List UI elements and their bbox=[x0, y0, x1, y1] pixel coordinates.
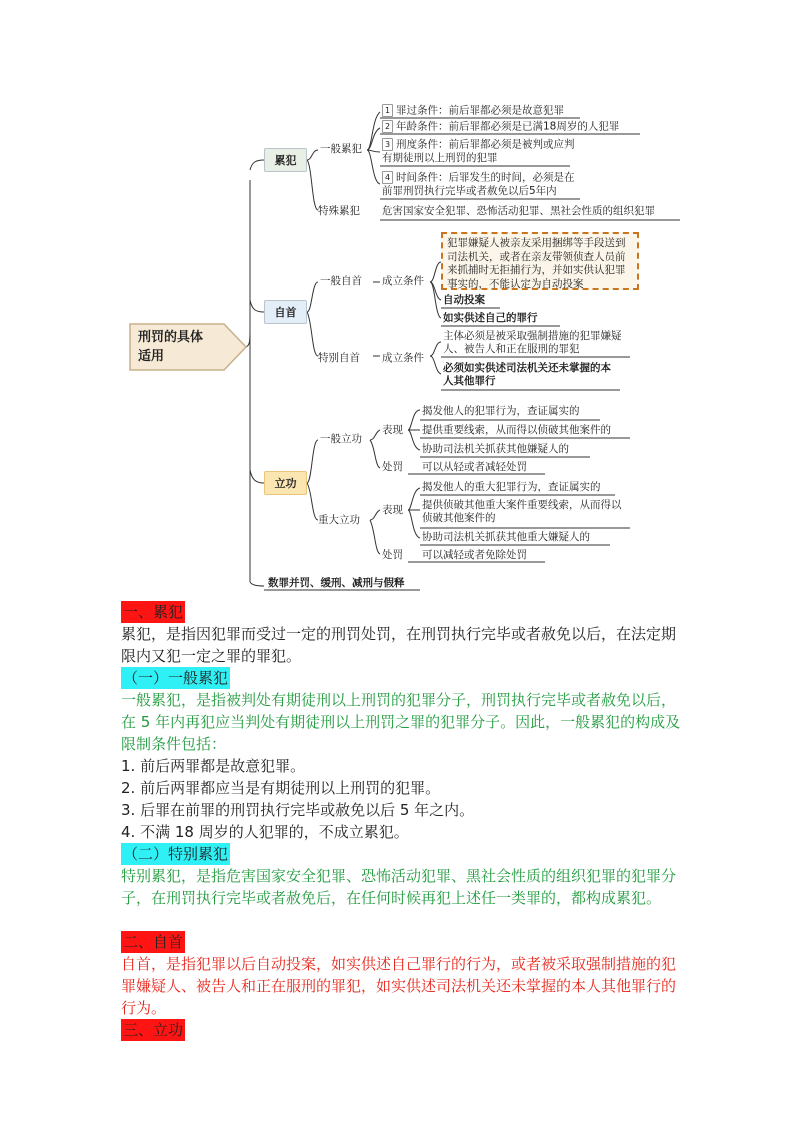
list-item-4: 4. 不满 18 周岁的人犯罪的，不成立累犯。 bbox=[121, 823, 409, 841]
section-1b-heading bbox=[121, 843, 687, 865]
surrender-item-1: 自动投案 bbox=[443, 294, 485, 306]
major-merit-punish-text: 可以减轻或者免除处罚 bbox=[422, 549, 527, 561]
node-special-recidivism: 特殊累犯 bbox=[318, 205, 360, 217]
list-item-2: 2. 前后两罪都应当是有期徒刑以上刑罚的犯罪。 bbox=[121, 779, 441, 797]
major-merit-perf-1: 揭发他人的重大犯罪行为，查证属实的 bbox=[422, 481, 601, 493]
general-merit-punish-text: 可以从轻或者减轻处罚 bbox=[422, 461, 527, 473]
surrender-note: 犯罪嫌疑人被亲友采用捆绑等手段送到司法机关，或者在亲友带领侦查人员前来抓捕时无拒捕行为，并如实供认犯罪事实的，不能认定为自动投案 bbox=[441, 232, 639, 290]
root-node bbox=[128, 322, 248, 372]
node-major-merit: 重大立功 bbox=[318, 514, 360, 526]
section-2-heading bbox=[121, 931, 687, 953]
node-surrender: 自首 bbox=[264, 300, 307, 324]
node-general-surrender: 一般自首 bbox=[320, 275, 362, 287]
section-3-heading bbox=[121, 1019, 687, 1041]
section-3-heading-text: 三、立功 bbox=[123, 1021, 184, 1039]
special-surrender-1: 主体必须是被采取强制措施的犯罪嫌疑人、被告人和正在服刑的罪犯 bbox=[443, 330, 622, 355]
condition-2: 2 年龄条件：前后罪都必须是已满18周岁的人犯罪 bbox=[382, 120, 619, 134]
node-merit: 立功 bbox=[264, 471, 307, 495]
root-node-label: 刑罚的具体适用 bbox=[138, 330, 204, 364]
last-branch: 数罪并罚、缓刑、减刑与假释 bbox=[268, 577, 405, 589]
major-merit-perf-3: 协助司法机关抓获其他重大嫌疑人的 bbox=[422, 531, 590, 543]
section-2-heading-text: 二、自首 bbox=[123, 933, 184, 951]
major-merit-performance: 表现 bbox=[382, 504, 403, 516]
general-merit-perf-2: 提供重要线索，从而得以侦破其他案件的 bbox=[422, 424, 611, 436]
condition-1: 1 罪过条件：前后罪都必须是故意犯罪 bbox=[382, 104, 564, 118]
section-1a-paragraph: 一般累犯，是指被判处有期徒刑以上刑罚的犯罪分子，刑罚执行完毕或者赦免以后，在 5 年内再犯应当判处有期徒刑以上刑罚之罪的犯罪分子。因此，一般累犯的构成及限制条件包括： bbox=[121, 691, 681, 753]
list-item-1: 1. 前后两罪都是故意犯罪。 bbox=[121, 757, 306, 775]
list-item-3: 3. 后罪在前罪的刑罚执行完毕或赦免以后 5 年之内。 bbox=[121, 801, 475, 819]
section-1b-heading-text: （二）特别累犯 bbox=[123, 845, 229, 863]
section-1-heading-text: 一、累犯 bbox=[123, 603, 184, 621]
condition-4: 4 时间条件：后罪发生的时间，必须是在前罪刑罚执行完毕或者赦免以后5年内 bbox=[382, 171, 575, 197]
section-1b-paragraph: 特别累犯，是指危害国家安全犯罪、恐怖活动犯罪、黑社会性质的组织犯罪的犯罪分子，在刑罚执行完毕或者赦免后，在任何时候再犯上述任一类罪的，都构成累犯。 bbox=[121, 867, 677, 907]
section-2-paragraph: 自首，是指犯罪以后自动投案，如实供述自己罪行的行为，或者被采取强制措施的犯罪嫌疑人、被告人和正在服刑的罪犯，如实供述司法机关还未掌握的本人其他罪行的行为。 bbox=[121, 955, 677, 1017]
special-surrender-2: 必须如实供述司法机关还未掌握的本人其他罪行 bbox=[443, 362, 611, 387]
node-general-recidivism: 一般累犯 bbox=[320, 143, 362, 155]
node-special-surrender: 特别自首 bbox=[318, 352, 360, 364]
major-merit-punish: 处罚 bbox=[382, 549, 403, 561]
major-merit-perf-2: 提供侦破其他重大案件重要线索，从而得以侦破其他案件的 bbox=[422, 499, 622, 524]
section-1a-heading-text: （一）一般累犯 bbox=[123, 669, 229, 687]
general-merit-performance: 表现 bbox=[382, 424, 403, 436]
special-surrender-condition: 成立条件 bbox=[382, 352, 424, 364]
section-1-paragraph: 累犯，是指因犯罪而受过一定的刑罚处罚，在刑罚执行完毕或者赦免以后，在法定期限内又犯一定之罪的罪犯。 bbox=[121, 625, 677, 665]
surrender-item-2: 如实供述自己的罪行 bbox=[443, 312, 538, 324]
node-general-merit: 一般立功 bbox=[320, 433, 362, 445]
general-surrender-condition: 成立条件 bbox=[382, 275, 424, 287]
section-1-heading bbox=[121, 601, 687, 623]
general-merit-perf-3: 协助司法机关抓获其他嫌疑人的 bbox=[422, 443, 569, 455]
node-recidivism: 累犯 bbox=[264, 148, 307, 172]
general-merit-perf-1: 揭发他人的犯罪行为，查证属实的 bbox=[422, 405, 580, 417]
condition-3: 3 刑度条件：前后罪都必须是被判或应判有期徒刑以上刑罚的犯罪 bbox=[382, 138, 575, 164]
section-1a-heading bbox=[121, 667, 687, 689]
general-merit-punish: 处罚 bbox=[382, 461, 403, 473]
special-recidivism-text: 危害国家安全犯罪、恐怖活动犯罪、黑社会性质的组织犯罪 bbox=[382, 205, 655, 217]
